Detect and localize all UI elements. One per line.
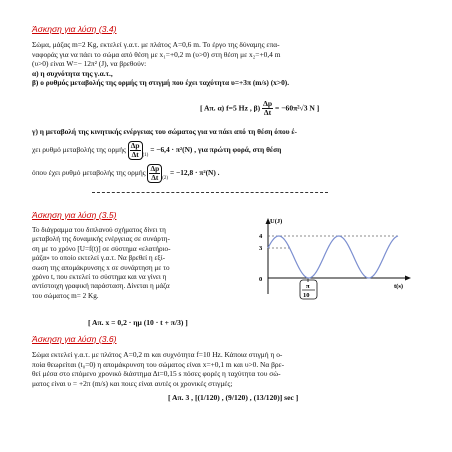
question-c-text: γ) η μεταβολή της κινητικής ενέργειας του σώματος για να πάει από τη θέση όπου έ- [32, 127, 297, 136]
text-line-4: ματος είναι υ = +2π (m/s) και ποιες είναι αυτές οι χρονικές στιγμές; [32, 378, 233, 388]
question-a: α) η συχνότητα της γ.α.τ., [32, 68, 113, 78]
exercise-heading-3-4: Άσκηση για λύση (3.4) [32, 24, 117, 34]
dp-dt-fraction-2 [149, 165, 160, 182]
y-tick-3: 3 [259, 245, 263, 252]
fraction-denominator: Δt [131, 150, 139, 159]
answer-3-5: [ Απ. x = 0,2 · ημ (10 · t + π/3) ] [88, 318, 188, 327]
text-line-1: Σώμα εκτελεί γ.α.τ. με πλάτος A=0,2 m και συχνότητα f=10 Hz. Κάποια στιγμή η ο- [32, 350, 283, 359]
x-tick-denominator: 10 [303, 292, 310, 299]
intro-line-1: Σώμα, μάζας m=2 Kg, εκτελεί γ.α.τ. με πλάτος A=0,6 m. Το έργο της δύναμης επα- [32, 40, 280, 49]
text-line: αντίστοιχη γραφική παράσταση. Δίνεται η μάζα [32, 282, 170, 291]
exercise-3-6-text [32, 350, 424, 388]
exercise-heading-3-6: Άσκηση για λύση (3.6) [32, 334, 117, 344]
dp-dt-fraction-1 [130, 142, 141, 159]
exercise-3-4-intro [32, 40, 424, 88]
text-line: μεταβολή της δυναμικής ενέργειας σε συνάρτη- [32, 235, 170, 244]
text-line: σωση της απομάκρυνσης x σε συνάρτηση με το [32, 263, 170, 272]
text-line: του σώματος m= 2 Kg. [32, 291, 99, 300]
fraction-denominator: Δt [151, 173, 159, 182]
fraction-numerator: Δp [130, 141, 140, 150]
fraction-numerator: Δp [150, 164, 160, 173]
question-c-line-1 [32, 127, 424, 137]
origin-label: 0 [259, 276, 263, 283]
dp-dt-paren-2 [147, 164, 162, 183]
intro-line-3: (υ>0) είναι W=− 12π² (J), να βρεθούν: [32, 59, 147, 69]
text-line-2: ποία θεωρείται (t₀=0) η απομάκρυνση του σώματος είναι x=+0,1 m και υ>0. Να βρε- [32, 359, 285, 369]
dp-dt-fraction [262, 100, 273, 117]
exercise-heading-3-5: Άσκηση για λύση (3.5) [32, 210, 117, 220]
fraction-numerator: Δp [263, 99, 273, 108]
question-c-value-1: = −6,4 · π²(N) , για πρώτη φορά, στη θέση [150, 145, 282, 155]
text-line: χρόνο t, που εκτελεί το σύστημα και να γίνει η [32, 273, 167, 282]
y-tick-4: 4 [259, 233, 263, 240]
subscript-1: (1) [142, 153, 149, 159]
energy-curve [268, 236, 398, 278]
question-c-prefix-1: χει ρυθμό μεταβολής της ορμής [32, 145, 126, 155]
y-axis-label: U(J) [270, 218, 283, 225]
x-tick-numerator: π [306, 283, 310, 290]
answer-3-4-ab [200, 100, 319, 117]
question-c-prefix-2: όπου έχει ρυθμό μεταβολής της ορμής [32, 168, 146, 178]
text-line: Το διάγραμμα του διπλανού σχήματος δίνει τη [32, 226, 166, 234]
question-c-line-2 [32, 141, 424, 161]
text-line: ση με το χρόνο [U=f(t)] σε σύστημα «ελατήριο- [32, 244, 171, 253]
x-axis-label: t(s) [394, 283, 404, 290]
answer-prefix: [ Απ. α) f=5 Hz , β) [200, 103, 261, 113]
exercise-3-5-text [32, 226, 244, 301]
text-line-3: θεί μέσα στο επόμενο χρονικό διάστημα Δt=0,15 s πόσες φορές η ταχύτητα του σώ- [32, 369, 281, 379]
answer-value: = −60π²√3 N ] [274, 103, 320, 113]
fraction-denominator: Δt [263, 108, 272, 117]
question-c-value-2: = −12,8 · π²(N) . [169, 168, 220, 178]
text-line: μάζα» το οποίο εκτελεί γ.α.τ. Να βρεθεί η εξί- [32, 254, 166, 263]
question-c-line-3 [32, 164, 424, 184]
subscript-2: (2) [162, 176, 169, 182]
potential-energy-graph [248, 214, 418, 304]
dp-dt-paren-1 [128, 141, 143, 160]
answer-3-6: [ Απ. 3 , [(1/120) , (9/120) , (13/120)] sec ] [168, 393, 299, 402]
x-axis-arrow [405, 276, 411, 281]
section-divider [92, 192, 328, 193]
question-b: β) ο ρυθμός μεταβολής της ορμής τη στιγμή που έχει ταχύτητα υ=+3π (m/s) (x>0). [32, 78, 290, 88]
intro-line-2: ναφοράς για να πάει το σώμα από θέση με x₁=+0,2 m (υ>0) στη θέση με x₂=+0,4 m [32, 49, 281, 59]
